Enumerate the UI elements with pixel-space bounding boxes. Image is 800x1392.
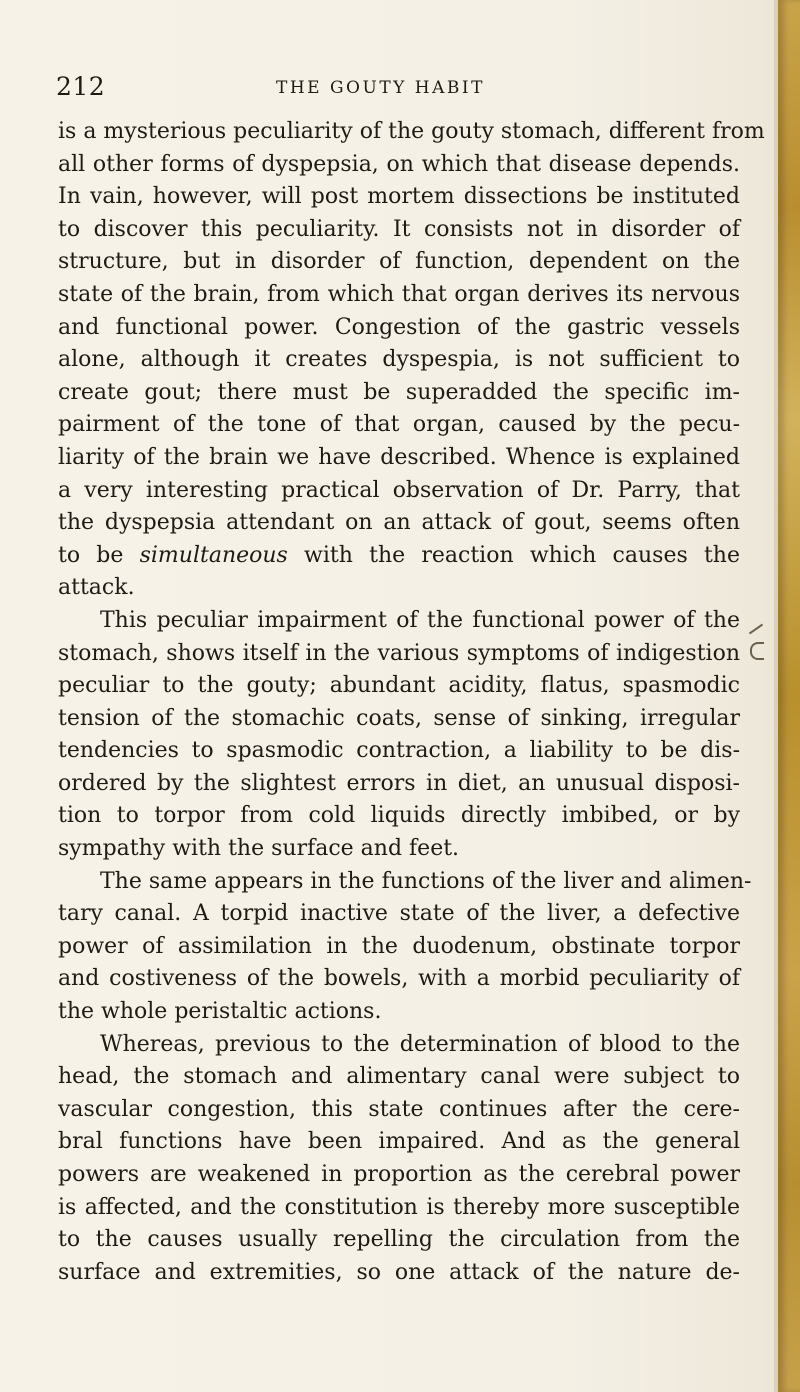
text-line: stomach, shows itself in the various symptoms of indigestion — [58, 640, 740, 666]
text-line: is a mysterious peculiarity of the gouty stomach, different from — [58, 119, 765, 144]
page-number: 212 — [56, 72, 106, 101]
text-line: the whole peristaltic actions. — [58, 999, 382, 1025]
text-line: the dyspepsia attendant on an attack of gout, seems often — [58, 510, 740, 536]
text-line: liarity of the brain we have described. Whence is explained — [58, 444, 740, 470]
margin-pencil-mark — [748, 620, 768, 670]
text-line: is affected, and the constitution is thereby more susceptible — [58, 1194, 740, 1220]
text-fragment: with the reaction which causes the — [304, 542, 740, 568]
text-line: head, the stomach and alimentary canal were subject to — [58, 1064, 740, 1090]
text-line: powers are weakened in proportion as the cerebral power — [58, 1162, 740, 1187]
text-line: ordered by the slightest errors in diet, an unusual disposi- — [58, 770, 740, 796]
text-line: to the causes usually repelling the circulation from the — [58, 1227, 740, 1253]
text-line: state of the brain, from which that organ derives its nervous — [58, 281, 740, 307]
text-line: pairment of the tone of that organ, caused by the pecu- — [58, 412, 740, 438]
text-line: tension of the stomachic coats, sense of sinking, irregular — [58, 705, 740, 731]
pencil-stroke — [749, 624, 763, 635]
text-line: tion to torpor from cold liquids directly imbibed, or by — [58, 803, 740, 829]
text-line: tendencies to spasmodic contraction, a liability to be dis- — [58, 738, 740, 764]
pencil-stroke — [750, 642, 764, 660]
text-line: and costiveness of the bowels, with a morbid peculiarity of — [58, 966, 740, 992]
page-header — [56, 72, 746, 104]
text-line: all other forms of dyspepsia, on which that disease depends. — [58, 151, 740, 177]
page-edge — [778, 0, 800, 1392]
text-line: sympathy with the surface and feet. — [58, 836, 460, 862]
paragraph-start: Whereas, previous to the determination of blood to the — [100, 1031, 740, 1057]
running-head: THE GOUTY HABIT — [276, 78, 485, 98]
text-line: attack. — [58, 575, 135, 601]
text-line: peculiar to the gouty; abundant acidity, flatus, spasmodic — [58, 673, 740, 699]
text-line: alone, although it creates dyspespia, is not sufficient to — [58, 347, 740, 373]
text-fragment: to be — [58, 542, 124, 568]
text-line: a very interesting practical observation of Dr. Parry, that — [58, 477, 740, 503]
text-line: In vain, however, will post mortem dissections be instituted — [58, 184, 740, 210]
text-line-with-italic — [58, 540, 740, 573]
text-line: bral functions have been impaired. And as the general — [58, 1129, 740, 1155]
text-line: and functional power. Congestion of the gastric vessels — [58, 314, 740, 340]
italic-word: simultaneous — [139, 542, 288, 568]
paragraph-start: This peculiar impairment of the functional power of the — [100, 607, 740, 633]
paragraph-start: The same appears in the functions of the liver and alimen- — [100, 868, 752, 894]
text-line: create gout; there must be superadded the specific im- — [58, 379, 740, 405]
body-text — [58, 116, 765, 1289]
text-line: structure, but in disorder of function, dependent on the — [58, 249, 740, 275]
text-line: power of assimilation in the duodenum, obstinate torpor — [58, 933, 740, 959]
text-line: surface and extremities, so one attack of the nature de- — [58, 1259, 740, 1285]
text-line: vascular congestion, this state continues after the cere- — [58, 1096, 740, 1122]
text-line: to discover this peculiarity. It consists not in disorder of — [58, 216, 740, 242]
text-line: tary canal. A torpid inactive state of the liver, a defective — [58, 901, 740, 927]
